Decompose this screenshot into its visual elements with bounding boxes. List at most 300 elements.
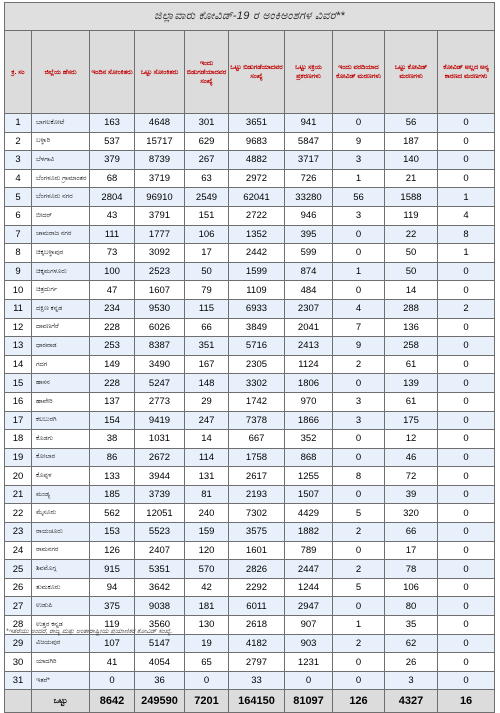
value-cell: 0 [438, 337, 495, 356]
value-cell: 0 [438, 281, 495, 300]
total-value-cell: 164150 [229, 690, 285, 713]
footnote: *ಇತರೆಯು ಅಂದರೆ, ರಾಜ್ಯ ಮತ್ತು ಅಂತಾರಾಷ್ಟ್ರೀಯ ಪ್ರಯಾಣಿಕರ ಕೋವಿಡ್ ಸಂಖ್ಯೆ. [6, 628, 173, 635]
value-cell: 33280 [285, 188, 333, 207]
district-name-cell: ಯಾದಗಿರಿ [32, 653, 90, 672]
value-cell: 56 [333, 188, 385, 207]
serial-number-cell: 25 [5, 560, 32, 579]
value-cell: 970 [285, 392, 333, 411]
table-row [5, 114, 495, 133]
value-cell: 185 [90, 485, 135, 504]
value-cell: 17 [385, 541, 438, 560]
value-cell: 3302 [229, 374, 285, 393]
value-cell: 3717 [285, 151, 333, 170]
value-cell: 537 [90, 132, 135, 151]
value-cell: 62 [385, 634, 438, 653]
value-cell: 0 [333, 430, 385, 449]
value-cell: 0 [333, 448, 385, 467]
value-cell: 395 [285, 225, 333, 244]
serial-number-cell: 5 [5, 188, 32, 207]
value-cell: 175 [385, 411, 438, 430]
serial-number-cell: 17 [5, 411, 32, 430]
serial-number-cell: 9 [5, 262, 32, 281]
value-cell: 1 [438, 188, 495, 207]
value-cell: 0 [438, 132, 495, 151]
table-row [5, 411, 495, 430]
value-cell: 0 [333, 597, 385, 616]
value-cell: 3651 [229, 114, 285, 133]
table-row [5, 653, 495, 672]
value-cell: 26 [385, 653, 438, 672]
total-value-cell: 4327 [385, 690, 438, 713]
value-cell: 7302 [229, 504, 285, 523]
value-cell: 8739 [135, 151, 185, 170]
value-cell: 15717 [135, 132, 185, 151]
column-header: ಕ್ರ. ಸಂ [5, 31, 32, 114]
value-cell: 149 [90, 355, 135, 374]
table-title: ಜಿಲ್ಲಾವಾರು ಕೋವಿಡ್-19 ರ ಅಂಕಿಅಂಶಗಳ ವಿವರ** [5, 3, 495, 31]
value-cell: 1244 [285, 578, 333, 597]
value-cell: 570 [185, 560, 229, 579]
value-cell: 136 [385, 318, 438, 337]
value-cell: 247 [185, 411, 229, 430]
value-cell: 240 [185, 504, 229, 523]
table-row [5, 337, 495, 356]
district-name-cell: ಬೆಳಗಾವಿ [32, 151, 90, 170]
table-row [5, 318, 495, 337]
value-cell: 115 [185, 299, 229, 318]
value-cell: 33 [229, 671, 285, 690]
value-cell: 78 [385, 560, 438, 579]
value-cell: 3642 [135, 578, 185, 597]
total-row [5, 690, 495, 713]
value-cell: 1507 [285, 485, 333, 504]
value-cell: 14 [385, 281, 438, 300]
serial-number-cell: 29 [5, 634, 32, 653]
value-cell: 874 [285, 262, 333, 281]
value-cell: 62041 [229, 188, 285, 207]
value-cell: 2305 [229, 355, 285, 374]
value-cell: 19 [185, 634, 229, 653]
serial-number-cell: 14 [5, 355, 32, 374]
serial-number-cell: 28 [5, 616, 32, 635]
value-cell: 0 [438, 671, 495, 690]
value-cell: 106 [185, 225, 229, 244]
value-cell: 9038 [135, 597, 185, 616]
value-cell: 3739 [135, 485, 185, 504]
table-row [5, 541, 495, 560]
value-cell: 1231 [285, 653, 333, 672]
serial-number-cell: 2 [5, 132, 32, 151]
table-row [5, 262, 495, 281]
district-name-cell: ವಿಜಯಪುರ [32, 634, 90, 653]
value-cell: 1031 [135, 430, 185, 449]
value-cell: 0 [438, 560, 495, 579]
serial-number-cell: 24 [5, 541, 32, 560]
value-cell: 36 [135, 671, 185, 690]
total-value-cell: 126 [333, 690, 385, 713]
value-cell: 167 [185, 355, 229, 374]
value-cell: 2 [438, 299, 495, 318]
total-value-cell: 81097 [285, 690, 333, 713]
table-row [5, 244, 495, 263]
value-cell: 0 [90, 671, 135, 690]
table-row [5, 132, 495, 151]
value-cell: 8387 [135, 337, 185, 356]
value-cell: 130 [185, 616, 229, 635]
district-name-cell: ಹಾವೇರಿ [32, 392, 90, 411]
value-cell: 253 [90, 337, 135, 356]
district-stats-table [4, 2, 495, 713]
value-cell: 119 [90, 616, 135, 635]
serial-number-cell: 21 [5, 485, 32, 504]
value-cell: 1352 [229, 225, 285, 244]
table-row [5, 448, 495, 467]
value-cell: 9683 [229, 132, 285, 151]
value-cell: 12 [385, 430, 438, 449]
value-cell: 2773 [135, 392, 185, 411]
value-cell: 66 [385, 523, 438, 542]
value-cell: 4054 [135, 653, 185, 672]
total-value-cell: 7201 [185, 690, 229, 713]
value-cell: 21 [385, 169, 438, 188]
value-cell: 4 [333, 299, 385, 318]
value-cell: 0 [333, 671, 385, 690]
value-cell: 63 [185, 169, 229, 188]
table-row [5, 467, 495, 486]
serial-number-cell: 3 [5, 151, 32, 170]
column-header: ಒಟ್ಟು ಸೋಂಕಿತರು [135, 31, 185, 114]
value-cell: 2722 [229, 206, 285, 225]
value-cell: 7378 [229, 411, 285, 430]
value-cell: 258 [385, 337, 438, 356]
value-cell: 43 [90, 206, 135, 225]
value-cell: 1109 [229, 281, 285, 300]
value-cell: 2523 [135, 262, 185, 281]
value-cell: 39 [385, 485, 438, 504]
district-name-cell: ಕೊಡಗು [32, 430, 90, 449]
value-cell: 1599 [229, 262, 285, 281]
value-cell: 3092 [135, 244, 185, 263]
value-cell: 5247 [135, 374, 185, 393]
value-cell: 86 [90, 448, 135, 467]
value-cell: 66 [185, 318, 229, 337]
value-cell: 5147 [135, 634, 185, 653]
value-cell: 159 [185, 523, 229, 542]
value-cell: 7 [333, 318, 385, 337]
value-cell: 3849 [229, 318, 285, 337]
value-cell: 3944 [135, 467, 185, 486]
value-cell: 3791 [135, 206, 185, 225]
value-cell: 9 [333, 337, 385, 356]
value-cell: 1601 [229, 541, 285, 560]
value-cell: 946 [285, 206, 333, 225]
serial-number-cell: 7 [5, 225, 32, 244]
value-cell: 2 [333, 634, 385, 653]
value-cell: 9530 [135, 299, 185, 318]
district-name-cell: ಗದಗ [32, 355, 90, 374]
column-header: ಜಿಲ್ಲೆಯ ಹೆಸರು [32, 31, 90, 114]
serial-number-cell: 1 [5, 114, 32, 133]
table-row [5, 504, 495, 523]
value-cell: 0 [333, 541, 385, 560]
value-cell: 2193 [229, 485, 285, 504]
value-cell: 1 [438, 244, 495, 263]
value-cell: 5 [333, 504, 385, 523]
district-name-cell: ಚಿಕ್ಕಮಗಳೂರು [32, 262, 90, 281]
value-cell: 137 [90, 392, 135, 411]
value-cell: 234 [90, 299, 135, 318]
value-cell: 72 [385, 467, 438, 486]
serial-number-cell: 27 [5, 597, 32, 616]
value-cell: 14 [185, 430, 229, 449]
district-name-cell: ಬೆಂಗಳೂರು ನಗರ [32, 188, 90, 207]
total-value-cell: 16 [438, 690, 495, 713]
value-cell: 140 [385, 151, 438, 170]
district-name-cell: ಉಡುಪಿ [32, 597, 90, 616]
table-row [5, 597, 495, 616]
value-cell: 139 [385, 374, 438, 393]
table-row [5, 281, 495, 300]
district-name-cell: ಮಂಡ್ಯ [32, 485, 90, 504]
serial-number-cell: 23 [5, 523, 32, 542]
value-cell: 2972 [229, 169, 285, 188]
district-name-cell: ಚಿಕ್ಕಬಳ್ಳಾಪುರ [32, 244, 90, 263]
value-cell: 2672 [135, 448, 185, 467]
value-cell: 267 [185, 151, 229, 170]
value-cell: 94 [90, 578, 135, 597]
value-cell: 5716 [229, 337, 285, 356]
value-cell: 629 [185, 132, 229, 151]
value-cell: 80 [385, 597, 438, 616]
value-cell: 2617 [229, 467, 285, 486]
value-cell: 1742 [229, 392, 285, 411]
serial-number-cell: 13 [5, 337, 32, 356]
value-cell: 50 [385, 262, 438, 281]
value-cell: 1124 [285, 355, 333, 374]
total-value-cell: 8642 [90, 690, 135, 713]
district-name-cell: ಕೊಪ್ಪಳ [32, 467, 90, 486]
value-cell: 484 [285, 281, 333, 300]
value-cell: 351 [185, 337, 229, 356]
value-cell: 5523 [135, 523, 185, 542]
value-cell: 228 [90, 374, 135, 393]
value-cell: 0 [438, 374, 495, 393]
district-name-cell: ಬಳ್ಳಾರಿ [32, 132, 90, 151]
table-row [5, 578, 495, 597]
value-cell: 6011 [229, 597, 285, 616]
serial-number-cell: 12 [5, 318, 32, 337]
value-cell: 2307 [285, 299, 333, 318]
value-cell: 320 [385, 504, 438, 523]
total-value-cell: 249590 [135, 690, 185, 713]
district-name-cell: ಹಾಸನ [32, 374, 90, 393]
value-cell: 868 [285, 448, 333, 467]
column-header: ಒಟ್ಟು ಸಕ್ರಿಯ ಪ್ರಕರಣಗಳು [285, 31, 333, 114]
value-cell: 789 [285, 541, 333, 560]
value-cell: 667 [229, 430, 285, 449]
value-cell: 2618 [229, 616, 285, 635]
value-cell: 106 [385, 578, 438, 597]
value-cell: 0 [333, 485, 385, 504]
value-cell: 0 [438, 616, 495, 635]
value-cell: 8 [438, 225, 495, 244]
value-cell: 1588 [385, 188, 438, 207]
value-cell: 3 [385, 671, 438, 690]
value-cell: 46 [385, 448, 438, 467]
column-header: ಇಂದಿನ ಸೋಂಕಿತರು [90, 31, 135, 114]
table-row [5, 206, 495, 225]
value-cell: 65 [185, 653, 229, 672]
value-cell: 1 [333, 262, 385, 281]
value-cell: 29 [185, 392, 229, 411]
value-cell: 181 [185, 597, 229, 616]
value-cell: 2041 [285, 318, 333, 337]
column-header: ಕೋವಿಡ್ ಅಲ್ಲದ ಅನ್ಯ ಕಾರಣದ ಮರಣಗಳು [438, 31, 495, 114]
value-cell: 0 [333, 653, 385, 672]
value-cell: 3575 [229, 523, 285, 542]
value-cell: 3560 [135, 616, 185, 635]
value-cell: 4429 [285, 504, 333, 523]
value-cell: 6933 [229, 299, 285, 318]
serial-number-cell: 10 [5, 281, 32, 300]
value-cell: 163 [90, 114, 135, 133]
serial-number-cell: 22 [5, 504, 32, 523]
value-cell: 0 [333, 244, 385, 263]
value-cell: 153 [90, 523, 135, 542]
value-cell: 0 [438, 634, 495, 653]
table-row [5, 225, 495, 244]
value-cell: 120 [185, 541, 229, 560]
value-cell: 42 [185, 578, 229, 597]
value-cell: 2292 [229, 578, 285, 597]
value-cell: 4182 [229, 634, 285, 653]
value-cell: 187 [385, 132, 438, 151]
district-name-cell: ಕೋಲಾರ [32, 448, 90, 467]
value-cell: 126 [90, 541, 135, 560]
table-row [5, 671, 495, 690]
serial-number-cell: 30 [5, 653, 32, 672]
value-cell: 79 [185, 281, 229, 300]
serial-number-cell: 11 [5, 299, 32, 318]
table-row [5, 151, 495, 170]
district-name-cell: ಬಾಗಲಕೋಟೆ [32, 114, 90, 133]
district-name-cell: ಬೆಂಗಳೂರು ಗ್ರಾಮಾಂತರ [32, 169, 90, 188]
value-cell: 2 [333, 523, 385, 542]
value-cell: 0 [438, 448, 495, 467]
value-cell: 3719 [135, 169, 185, 188]
table-row [5, 523, 495, 542]
district-name-cell: ದಕ್ಷಿಣ ಕನ್ನಡ [32, 299, 90, 318]
column-header: ಒಟ್ಟು ಕೋವಿಡ್ ಮರಣಗಳು [385, 31, 438, 114]
value-cell: 0 [185, 671, 229, 690]
value-cell: 0 [438, 523, 495, 542]
serial-number-cell: 15 [5, 374, 32, 393]
value-cell: 131 [185, 467, 229, 486]
value-cell: 5 [333, 578, 385, 597]
table-row [5, 188, 495, 207]
value-cell: 96910 [135, 188, 185, 207]
table-row [5, 169, 495, 188]
value-cell: 8 [333, 467, 385, 486]
value-cell: 0 [333, 281, 385, 300]
value-cell: 0 [333, 114, 385, 133]
value-cell: 1 [333, 616, 385, 635]
value-cell: 0 [438, 151, 495, 170]
value-cell: 0 [438, 504, 495, 523]
value-cell: 726 [285, 169, 333, 188]
value-cell: 4882 [229, 151, 285, 170]
value-cell: 1758 [229, 448, 285, 467]
value-cell: 0 [438, 541, 495, 560]
value-cell: 35 [385, 616, 438, 635]
value-cell: 3 [333, 411, 385, 430]
district-name-cell: ರಾಮನಗರ [32, 541, 90, 560]
district-name-cell: ದಾವಣಗೆರೆ [32, 318, 90, 337]
value-cell: 2442 [229, 244, 285, 263]
value-cell: 0 [333, 225, 385, 244]
value-cell: 2947 [285, 597, 333, 616]
value-cell: 562 [90, 504, 135, 523]
value-cell: 4 [438, 206, 495, 225]
value-cell: 288 [385, 299, 438, 318]
value-cell: 107 [90, 634, 135, 653]
value-cell: 0 [438, 355, 495, 374]
value-cell: 0 [438, 430, 495, 449]
district-name-cell: ಚಿತ್ರದುರ್ಗ [32, 281, 90, 300]
value-cell: 50 [185, 262, 229, 281]
total-blank-cell [5, 690, 32, 713]
column-header: ಇಂದು ವರದಿಯಾದ ಕೋವಿಡ್ ಮರಣಗಳು [333, 31, 385, 114]
table-row [5, 634, 495, 653]
value-cell: 5351 [135, 560, 185, 579]
value-cell: 3 [333, 392, 385, 411]
serial-number-cell: 26 [5, 578, 32, 597]
value-cell: 599 [285, 244, 333, 263]
serial-number-cell: 20 [5, 467, 32, 486]
district-name-cell: ಮೈಸೂರು [32, 504, 90, 523]
value-cell: 907 [285, 616, 333, 635]
value-cell: 38 [90, 430, 135, 449]
value-cell: 17 [185, 244, 229, 263]
table-row [5, 374, 495, 393]
value-cell: 0 [438, 653, 495, 672]
value-cell: 133 [90, 467, 135, 486]
value-cell: 2447 [285, 560, 333, 579]
district-name-cell: ಧಾರವಾಡ [32, 337, 90, 356]
value-cell: 47 [90, 281, 135, 300]
value-cell: 2413 [285, 337, 333, 356]
value-cell: 100 [90, 262, 135, 281]
district-name-cell: ಶಿವಮೊಗ್ಗ [32, 560, 90, 579]
value-cell: 0 [438, 467, 495, 486]
value-cell: 0 [438, 262, 495, 281]
district-name-cell: ಇತರೆ* [32, 671, 90, 690]
value-cell: 0 [333, 374, 385, 393]
value-cell: 111 [90, 225, 135, 244]
value-cell: 73 [90, 244, 135, 263]
value-cell: 941 [285, 114, 333, 133]
table-row [5, 355, 495, 374]
value-cell: 1882 [285, 523, 333, 542]
serial-number-cell: 8 [5, 244, 32, 263]
value-cell: 3490 [135, 355, 185, 374]
value-cell: 1 [333, 169, 385, 188]
value-cell: 4648 [135, 114, 185, 133]
value-cell: 301 [185, 114, 229, 133]
value-cell: 1806 [285, 374, 333, 393]
value-cell: 9419 [135, 411, 185, 430]
value-cell: 0 [438, 485, 495, 504]
